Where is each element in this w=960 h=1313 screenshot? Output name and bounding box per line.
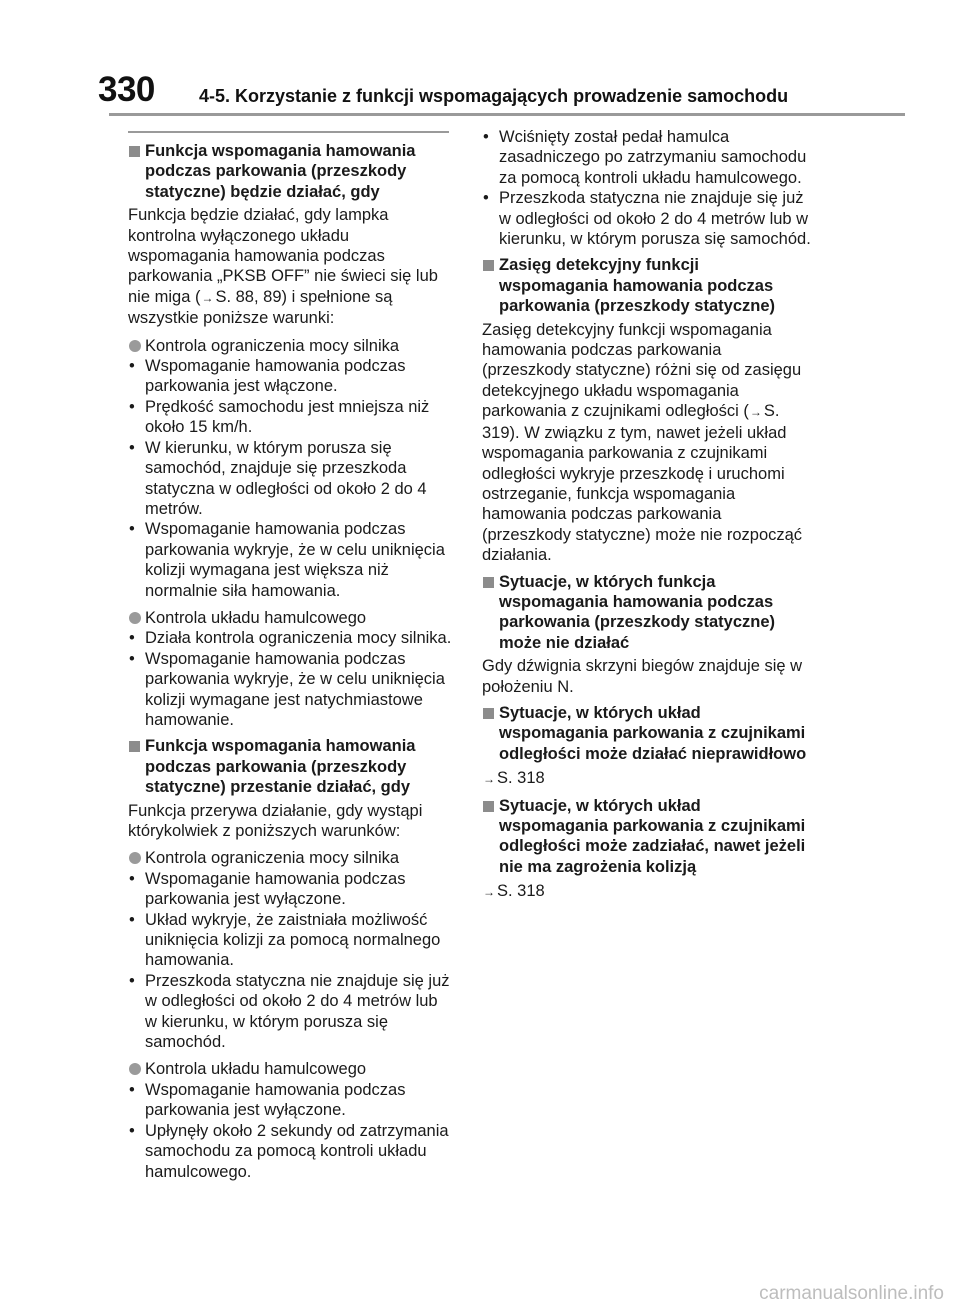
subgroup-heading: Kontrola ograniczenia mocy silnika xyxy=(128,336,453,356)
bullet-list xyxy=(128,1080,453,1182)
column-divider xyxy=(128,131,449,135)
left-column xyxy=(128,127,453,1187)
section-paragraph: Funkcja będzie działać, gdy lampka kontrolna wyłączonego układu wspomagania hamowania podczas parkowania „PKSB OFF” nie świeci się lub nie miga (→ S. 88, 89) i spełnione są wszystkie poniższe warunki: xyxy=(128,206,438,328)
list-item: • W kierunku, w którym porusza się samochód, znajduje się przeszkoda statyczna w odległości od około 2 do 4 metrów. xyxy=(128,438,453,520)
square-bullet-icon xyxy=(483,260,494,271)
chapter-title: 4-5. Korzystanie z funkcji wspomagających prowadzenie samochodu xyxy=(199,86,789,106)
subgroup-heading: Kontrola ograniczenia mocy silnika xyxy=(128,848,453,868)
section-heading: Zasięg detekcyjny funkcji wspomagania hamowania podczas parkowania (przeszkody statyczne) xyxy=(482,255,812,316)
circle-bullet-icon xyxy=(129,612,141,624)
list-item: • Wspomaganie hamowania podczas parkowania jest wyłączone. xyxy=(128,1080,453,1121)
page-header xyxy=(0,0,960,120)
arrow-right-icon: → xyxy=(483,772,495,787)
list-item: • Wspomaganie hamowania podczas parkowania jest wyłączone. xyxy=(128,869,453,910)
bullet-list xyxy=(128,356,453,601)
subgroup-heading: Kontrola układu hamulcowego xyxy=(128,1059,453,1079)
section-paragraph: Zasięg detekcyjny funkcji wspomagania hamowania podczas parkowania (przeszkody statyczne) różni się od zasięgu detekcyjnego układu wspomagania parkowania z czujnikami odległości (→ S. 319). W związku z tym, nawet jeżeli układ wspomagania parkowania z czujnikami odległości wykryje przeszkodę i uruchomi ostrzeganie, funkcja wspomagania hamowania podczas parkowania (przeszkody statyczne) może nie rozpocząć działania. xyxy=(482,320,803,565)
subgroup-heading: Kontrola układu hamulcowego xyxy=(128,608,453,628)
list-item: • Prędkość samochodu jest mniejsza niż około 15 km/h. xyxy=(128,397,453,438)
square-bullet-icon xyxy=(129,741,140,752)
bullet-list xyxy=(128,628,453,730)
section-heading: Sytuacje, w których funkcja wspomagania hamowania podczas parkowania (przeszkody statyczne) może nie działać xyxy=(482,572,812,654)
page-reference: → S. 318 xyxy=(482,881,812,902)
list-item: • Działa kontrola ograniczenia mocy silnika. xyxy=(128,628,453,648)
square-bullet-icon xyxy=(129,146,140,157)
circle-bullet-icon xyxy=(129,852,141,864)
list-item: • Przeszkoda statyczna nie znajduje się już w odległości od około 2 do 4 metrów lub w kierunku, w którym porusza się samochód. xyxy=(128,971,453,1053)
bullet-list xyxy=(128,869,453,1053)
bullet-list xyxy=(482,127,812,249)
section-heading: Sytuacje, w których układ wspomagania parkowania z czujnikami odległości może działać nieprawidłowo xyxy=(482,703,812,764)
list-item: • Przeszkoda statyczna nie znajduje się już w odległości od około 2 do 4 metrów lub w kierunku, w którym porusza się samochód. xyxy=(482,188,812,249)
section-heading: Funkcja wspomagania hamowania podczas parkowania (przeszkody statyczne) przestanie działać, gdy xyxy=(128,736,453,797)
circle-bullet-icon xyxy=(129,1063,141,1075)
header-divider xyxy=(109,113,905,116)
section-paragraph: Funkcja przerywa działanie, gdy wystąpi którykolwiek z poniższych warunków: xyxy=(128,801,423,840)
list-item: • Wciśnięty został pedał hamulca zasadniczego po zatrzymaniu samochodu za pomocą kontroli układu hamulcowego. xyxy=(482,127,812,188)
list-item: • Wspomaganie hamowania podczas parkowania jest włączone. xyxy=(128,356,453,397)
page-number: 330 xyxy=(98,70,155,109)
square-bullet-icon xyxy=(483,577,494,588)
list-item: • Wspomaganie hamowania podczas parkowania wykryje, że w celu uniknięcia kolizji wymagane jest natychmiastowe hamowanie. xyxy=(128,649,453,731)
list-item: • Układ wykryje, że zaistniała możliwość uniknięcia kolizji za pomocą normalnego hamowania. xyxy=(128,910,453,971)
section-heading: Funkcja wspomagania hamowania podczas parkowania (przeszkody statyczne) będzie działać, gdy xyxy=(128,141,453,202)
list-item: • Upłynęły około 2 sekundy od zatrzymania samochodu za pomocą kontroli układu hamulcowego. xyxy=(128,1121,453,1182)
section-heading: Sytuacje, w których układ wspomagania parkowania z czujnikami odległości może zadziałać, nawet jeżeli nie ma zagrożenia kolizją xyxy=(482,796,812,878)
square-bullet-icon xyxy=(483,708,494,719)
arrow-right-icon: → xyxy=(749,405,762,420)
arrow-right-icon: → xyxy=(201,290,214,305)
arrow-right-icon: → xyxy=(483,885,495,900)
section-paragraph: Gdy dźwignia skrzyni biegów znajduje się w położeniu N. xyxy=(482,657,803,696)
right-column xyxy=(482,127,812,909)
page-reference: → S. 318 xyxy=(482,768,812,789)
site-watermark: carmanualsonline.info xyxy=(759,1283,944,1304)
list-item: • Wspomaganie hamowania podczas parkowania wykryje, że w celu uniknięcia kolizji wymagana jest większa niż normalnie siła hamowania. xyxy=(128,519,453,601)
square-bullet-icon xyxy=(483,801,494,812)
circle-bullet-icon xyxy=(129,340,141,352)
